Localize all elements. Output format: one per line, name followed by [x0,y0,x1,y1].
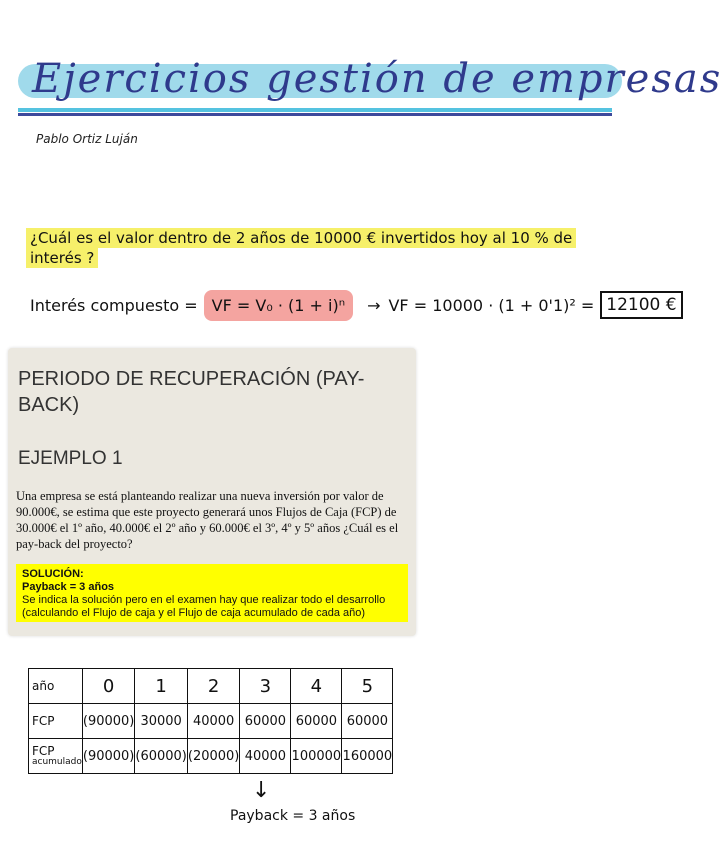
solution-value: Payback = 3 años [22,581,115,593]
acum-label-1: FCP [32,744,55,758]
formula-line [30,285,683,325]
table-cell: FCP [29,704,83,739]
acum-label-2: acumulado [32,757,82,767]
table-cell: 2 [187,669,240,704]
slide-subtitle: EJEMPLO 1 [18,448,123,469]
author-name: Pablo Ortiz Luján [36,132,138,146]
table-cell: año [29,669,83,704]
table-cell: 100000 [291,739,342,774]
formula-calculation: VF = 10000 · (1 + 0'1)² = [388,295,595,315]
table-cell: 60000 [240,704,291,739]
table-cell: 40000 [187,704,240,739]
solution-note: Se indica la solución pero en el examen hay que realizar todo el desarrollo (calculando el Flujo de caja y el Flujo de caja acumulado de cada año) [22,594,386,619]
title-underline-dark [18,113,612,116]
table-cell: (60000) [135,739,188,774]
table-cell: 1 [135,669,188,704]
table-cell: 0 [82,669,135,704]
solution-box [16,564,408,622]
formula-result: 12100 € [600,291,682,319]
table-cell: 30000 [135,704,188,739]
table-cell: 5 [342,669,393,704]
table-row [29,739,393,774]
cashflow-table [28,668,393,774]
formula-expression: VF = V₀ · (1 + i)ⁿ [204,290,353,321]
table-cell: (20000) [187,739,240,774]
table-cell: 60000 [342,704,393,739]
table-row [29,704,393,739]
payback-note: Payback = 3 años [230,808,356,824]
question [26,228,586,268]
formula-arrow: → [367,295,381,315]
question-text: ¿Cuál es el valor dentro de 2 años de 10000 € invertidos hoy al 10 % de interés ? [26,228,576,268]
slide-title: PERIODO DE RECUPERACIÓN (PAY-BACK) [18,368,365,416]
formula-label: Interés compuesto = [30,295,198,315]
table-cell: 40000 [240,739,291,774]
slide-card [8,348,416,636]
table-cell: 160000 [342,739,393,774]
slide-body: Una empresa se está planteando realizar una nueva inversión por valor de 90.000€, se estima que este proyecto generará unos Flujos de Caja (FCP) de 30.000€ el 1º año, 40.000€ el 2º año y 60.000€ el 3º, 4º y 5º años ¿Cuál es el pay-back del proyecto? [16,489,399,551]
table-cell: 4 [291,669,342,704]
down-arrow-icon: ↓ [252,778,271,803]
table-cell: 60000 [291,704,342,739]
solution-label: SOLUCIÓN: [22,568,84,580]
title-underline [18,108,612,112]
table-cell: (90000) [82,739,135,774]
table-cell: (90000) [82,704,135,739]
table-cell: 3 [240,669,291,704]
table-cell [29,739,83,774]
page-title: Ejercicios gestión de empresas [32,56,722,102]
table-row [29,669,393,704]
